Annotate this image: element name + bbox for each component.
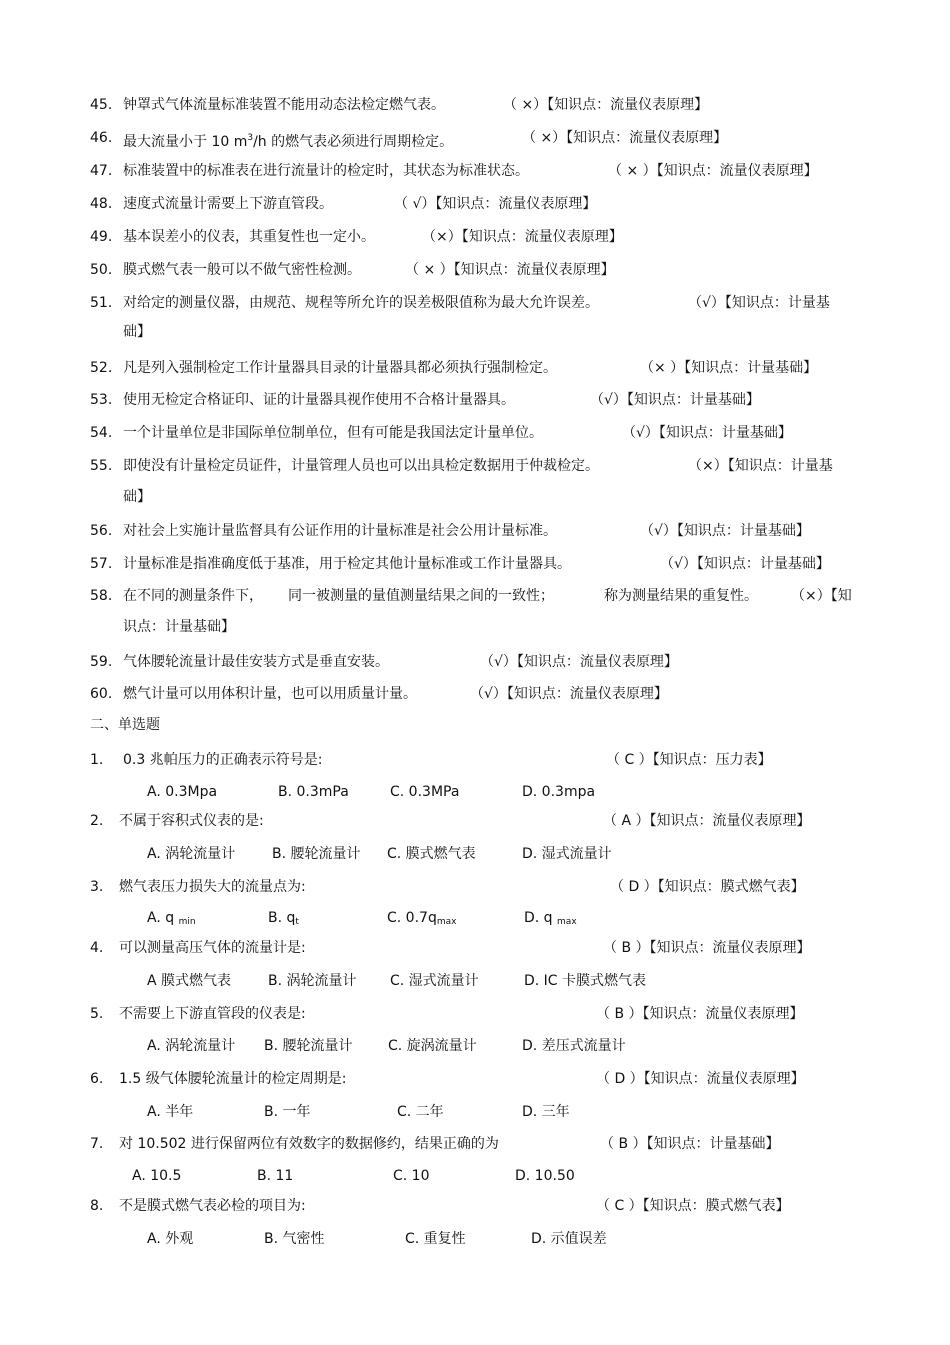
option-b: B. 气密性: [264, 1231, 325, 1247]
option-a: A 膜式燃气表: [147, 973, 232, 989]
question-number: 60.: [90, 686, 113, 702]
option-c: C. 旋涡流量计: [388, 1038, 477, 1054]
question-number: 52.: [90, 360, 113, 376]
answer-tag: （ × ）【知识点：流量仪表原理】: [608, 163, 818, 179]
question-text-part1: 在不同的测量条件下，: [123, 588, 263, 604]
question-text: 基本误差小的仪表，其重复性也一定小。: [123, 229, 375, 245]
option-c: C. 二年: [397, 1104, 444, 1120]
question-text: 燃气表压力损失大的流量点为:: [119, 879, 306, 895]
answer-tag: （√）【知识点：计量基础】: [622, 425, 792, 441]
answer-tag: （ √）【知识点：流量仪表原理】: [394, 196, 597, 212]
answer-tag: （ D ）【知识点：膜式燃气表】: [610, 879, 805, 895]
answer-tag-continued: 础】: [123, 489, 151, 505]
answer-tag: （ B ）【知识点：流量仪表原理】: [603, 940, 811, 956]
answer-tag: （ ×）【知识点：流量仪表原理】: [503, 97, 709, 113]
question-text: 对给定的测量仪器，由规范、规程等所允许的误差极限值称为最大允许误差。: [123, 295, 599, 311]
question-number: 48.: [90, 196, 113, 212]
answer-tag: （×）【知: [791, 588, 852, 604]
answer-tag: （√）【知识点：流量仪表原理】: [470, 686, 668, 702]
question-number: 53.: [90, 392, 113, 408]
option-d: D. 示值误差: [531, 1231, 607, 1247]
answer-tag: （ B ）【知识点：计量基础】: [600, 1136, 780, 1152]
question-number: 58.: [90, 588, 113, 604]
section-heading: 二、单选题: [90, 717, 160, 733]
option-c: C. 0.3MPa: [390, 784, 460, 800]
answer-tag: （ A ）【知识点：流量仪表原理】: [603, 813, 811, 829]
option-a: A. 外观: [147, 1231, 194, 1247]
option-b: B. 腰轮流量计: [264, 1038, 353, 1054]
option-a: A. q $_{min}$: [147, 910, 196, 927]
answer-tag: （√）【知识点：流量仪表原理】: [480, 654, 678, 670]
answer-tag: （× ）【知识点：计量基础】: [640, 360, 818, 376]
option-b: B. 涡轮流量计: [268, 973, 357, 989]
answer-tag: （√）【知识点：计量基础】: [640, 523, 810, 539]
option-b: B. 一年: [264, 1104, 311, 1120]
question-number: 55.: [90, 458, 113, 474]
answer-tag: （√）【知识点：计量基础】: [590, 392, 760, 408]
option-d: D. 0.3mpa: [522, 784, 596, 800]
answer-tag-continued: 础】: [123, 324, 151, 340]
question-number: 1.: [90, 752, 104, 768]
question-text: 不属于容积式仪表的是:: [119, 813, 264, 829]
question-number: 4.: [90, 940, 104, 956]
question-text: 标准装置中的标准表在进行流量计的检定时，其状态为标准状态。: [123, 163, 529, 179]
question-text: 使用无检定合格证印、证的计量器具视作使用不合格计量器具。: [123, 392, 515, 408]
question-text: 不需要上下游直管段的仪表是:: [119, 1006, 306, 1022]
question-text-part2: 同一被测量的量值测量结果之间的一致性；: [288, 588, 554, 604]
answer-tag: （√）【知识点：计量基: [688, 295, 830, 311]
option-b: B. 腰轮流量计: [272, 846, 361, 862]
answer-tag: （×）【知识点：计量基: [688, 458, 833, 474]
question-number: 2.: [90, 813, 104, 829]
option-c: C. 膜式燃气表: [387, 846, 476, 862]
question-text: 最大流量小于 10 $m^3/h$ 的燃气表必须进行周期检定。: [123, 133, 454, 150]
option-d: D. IC 卡膜式燃气表: [524, 973, 647, 989]
question-text: 燃气计量可以用体积计量，也可以用质量计量。: [123, 686, 417, 702]
question-text: 不是膜式燃气表必检的项目为:: [119, 1198, 306, 1214]
option-b: B. 11: [257, 1168, 294, 1184]
question-text: 1.5 级气体腰轮流量计的检定周期是:: [119, 1071, 347, 1087]
answer-tag: （ ×）【知识点：流量仪表原理】: [522, 130, 728, 146]
option-d: D. 湿式流量计: [522, 846, 612, 862]
question-text: 即使没有计量检定员证件，计量管理人员也可以出具检定数据用于仲裁检定。: [123, 458, 599, 474]
option-a: A. 10.5: [132, 1168, 182, 1184]
question-text: 膜式燃气表一般可以不做气密性检测。: [123, 262, 361, 278]
question-number: 5.: [90, 1006, 104, 1022]
question-text-part3: 称为测量结果的重复性。: [604, 588, 758, 604]
question-number: 3.: [90, 879, 104, 895]
question-number: 51.: [90, 295, 113, 311]
question-number: 56.: [90, 523, 113, 539]
question-text: 一个计量单位是非国际单位制单位，但有可能是我国法定计量单位。: [123, 425, 543, 441]
question-number: 8.: [90, 1198, 104, 1214]
question-text: 对社会上实施计量监督具有公证作用的计量标准是社会公用计量标准。: [123, 523, 557, 539]
question-number: 46.: [90, 130, 113, 146]
option-d: D. 三年: [522, 1104, 570, 1120]
answer-tag: （×）【知识点：流量仪表原理】: [422, 229, 623, 245]
question-text: 气体腰轮流量计最佳安装方式是垂直安装。: [123, 654, 389, 670]
question-text: 速度式流量计需要上下游直管段。: [123, 196, 333, 212]
option-b: B. $q_t$: [268, 910, 299, 927]
question-number: 47.: [90, 163, 113, 179]
answer-tag-continued: 识点：计量基础】: [123, 619, 235, 635]
answer-tag: （ × ）【知识点：流量仪表原理】: [405, 262, 615, 278]
option-a: A. 涡轮流量计: [147, 846, 236, 862]
question-number: 50.: [90, 262, 113, 278]
option-d: D. q $_{max}$: [524, 910, 577, 927]
option-c: C. 重复性: [405, 1231, 466, 1247]
option-c: C. 10: [393, 1168, 430, 1184]
option-c: C. 湿式流量计: [390, 973, 479, 989]
question-text: 钟罩式气体流量标准装置不能用动态法检定燃气表。: [123, 97, 445, 113]
answer-tag: （ C ）【知识点：膜式燃气表】: [596, 1198, 790, 1214]
question-number: 49.: [90, 229, 113, 245]
question-number: 54.: [90, 425, 113, 441]
question-text: 可以测量高压气体的流量计是:: [119, 940, 306, 956]
option-d: D. 10.50: [515, 1168, 575, 1184]
option-c: C. $0.7q_{max}$: [387, 910, 457, 927]
option-a: A. 涡轮流量计: [147, 1038, 236, 1054]
question-text: 对 10.502 进行保留两位有效数字的数据修约，结果正确的为: [119, 1136, 499, 1152]
option-a: A. 0.3Mpa: [147, 784, 218, 800]
question-number: 45.: [90, 97, 113, 113]
answer-tag: （√）【知识点：计量基础】: [660, 556, 830, 572]
option-b: B. 0.3mPa: [278, 784, 349, 800]
option-d: D. 差压式流量计: [522, 1038, 626, 1054]
option-a: A. 半年: [147, 1104, 194, 1120]
answer-tag: （ C ）【知识点：压力表】: [606, 752, 772, 768]
question-text: 凡是列入强制检定工作计量器具目录的计量器具都必须执行强制检定。: [123, 360, 557, 376]
question-number: 6.: [90, 1071, 104, 1087]
question-text: 0.3 兆帕压力的正确表示符号是:: [123, 752, 323, 768]
question-number: 57.: [90, 556, 113, 572]
question-number: 59.: [90, 654, 113, 670]
question-text: 计量标准是指准确度低于基准，用于检定其他计量标准或工作计量器具。: [123, 556, 571, 572]
question-number: 7.: [90, 1136, 104, 1152]
answer-tag: （ B ）【知识点：流量仪表原理】: [596, 1006, 804, 1022]
answer-tag: （ D ）【知识点：流量仪表原理】: [596, 1071, 805, 1087]
